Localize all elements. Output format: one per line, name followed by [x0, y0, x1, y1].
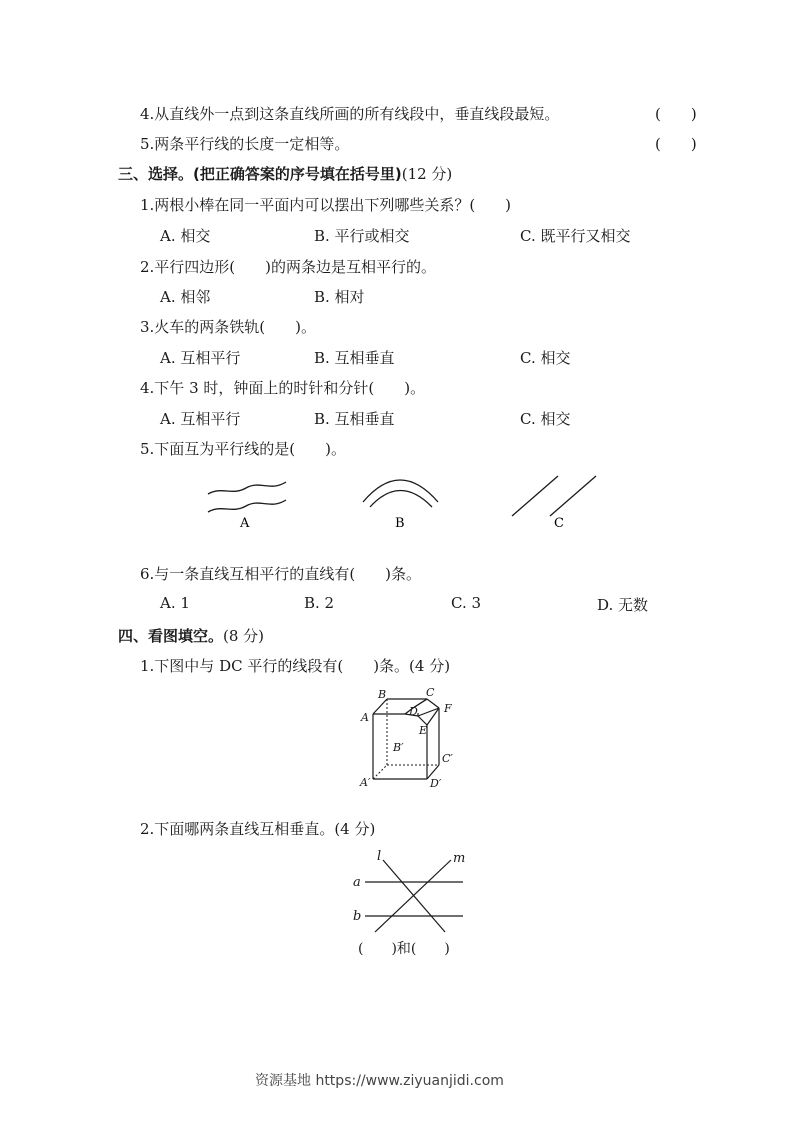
label-l: l [377, 849, 382, 864]
q3-4-option-b[interactable]: B. 互相垂直 [314, 410, 395, 428]
q3-1-option-a[interactable]: A. 相交 [160, 227, 211, 245]
parallel-lines-figures [200, 466, 630, 538]
q3-4-text: 4.下午 3 时，钟面上的时针和分针( )。 [140, 379, 426, 397]
figure-b-label: B [395, 516, 405, 531]
label-b-prime: B′ [393, 741, 404, 754]
section-3-points: (12 分) [401, 165, 453, 183]
q3-6-option-d[interactable]: D. 无数 [597, 596, 649, 614]
tf-answer-paren-4[interactable]: ( ) [655, 105, 697, 123]
intersecting-lines-figure [345, 846, 475, 942]
figure-a-wavy-lines[interactable] [208, 482, 286, 512]
q3-5-text: 5.下面互为平行线的是( )。 [140, 440, 347, 458]
cut-cube-figure [355, 685, 465, 791]
q3-3-option-c[interactable]: C. 相交 [520, 349, 571, 367]
label-a-line: a [353, 875, 361, 890]
figure-c-parallel-segments[interactable] [512, 476, 596, 516]
line-l[interactable] [383, 860, 445, 932]
q3-4-option-a[interactable]: A. 互相平行 [160, 410, 241, 428]
q3-1-option-b[interactable]: B. 平行或相交 [314, 227, 410, 245]
label-a: A [361, 711, 369, 724]
q3-4-option-c[interactable]: C. 相交 [520, 410, 571, 428]
footer-watermark: 资源基地 https://www.ziyuanjidi.com [255, 1073, 504, 1089]
label-a-prime: A′ [360, 776, 371, 789]
tf-item-4: 4.从直线外一点到这条直线所画的所有线段中，垂直线段最短。 [140, 105, 560, 123]
label-b: B [378, 688, 387, 701]
label-e: E [419, 724, 428, 737]
cube-edges [373, 699, 439, 779]
section-4-title: 四、看图填空。 [118, 627, 224, 645]
section-3-title: 三、选择。(把正确答案的序号填在括号里) [118, 165, 402, 183]
line-m[interactable] [375, 860, 451, 932]
q3-1-text: 1.两根小棒在同一平面内可以摆出下列哪些关系？( ) [140, 196, 512, 214]
section-3-heading [118, 163, 452, 184]
label-d-prime: D′ [430, 777, 442, 790]
label-c: C [426, 686, 435, 699]
figure-b-arcs[interactable] [363, 480, 438, 507]
label-d: D [409, 705, 418, 718]
q3-6-option-c[interactable]: C. 3 [451, 594, 482, 612]
q3-1-option-c[interactable]: C. 既平行又相交 [520, 227, 631, 245]
q4-1-text: 1.下图中与 DC 平行的线段有( )条。(4 分) [140, 657, 451, 675]
q3-6-option-b[interactable]: B. 2 [304, 594, 335, 612]
q3-3-option-b[interactable]: B. 互相垂直 [314, 349, 395, 367]
q3-3-option-a[interactable]: A. 互相平行 [160, 349, 241, 367]
tf-item-5: 5.两条平行线的长度一定相等。 [140, 135, 350, 153]
section-4-points: (8 分) [223, 627, 265, 645]
label-c-prime: C′ [442, 752, 453, 765]
q3-2-text: 2.平行四边形( )的两条边是互相平行的。 [140, 258, 437, 276]
cube-hidden-edges [373, 699, 439, 779]
q4-2-answer[interactable]: ( )和( ) [358, 941, 450, 957]
q3-2-option-b[interactable]: B. 相对 [314, 288, 365, 306]
tf-answer-paren-5[interactable]: ( ) [655, 135, 697, 153]
figure-c-label: C [554, 516, 564, 531]
label-f: F [444, 702, 452, 715]
q4-2-text: 2.下面哪两条直线互相垂直。(4 分) [140, 820, 376, 838]
q3-6-text: 6.与一条直线互相平行的直线有( )条。 [140, 565, 422, 583]
q3-6-option-a[interactable]: A. 1 [160, 594, 190, 612]
figure-a-label: A [240, 516, 250, 531]
section-4-heading [118, 625, 264, 646]
q3-2-option-a[interactable]: A. 相邻 [160, 288, 211, 306]
q3-3-text: 3.火车的两条铁轨( )。 [140, 318, 317, 336]
label-m: m [453, 851, 466, 866]
label-b-line: b [353, 909, 362, 924]
